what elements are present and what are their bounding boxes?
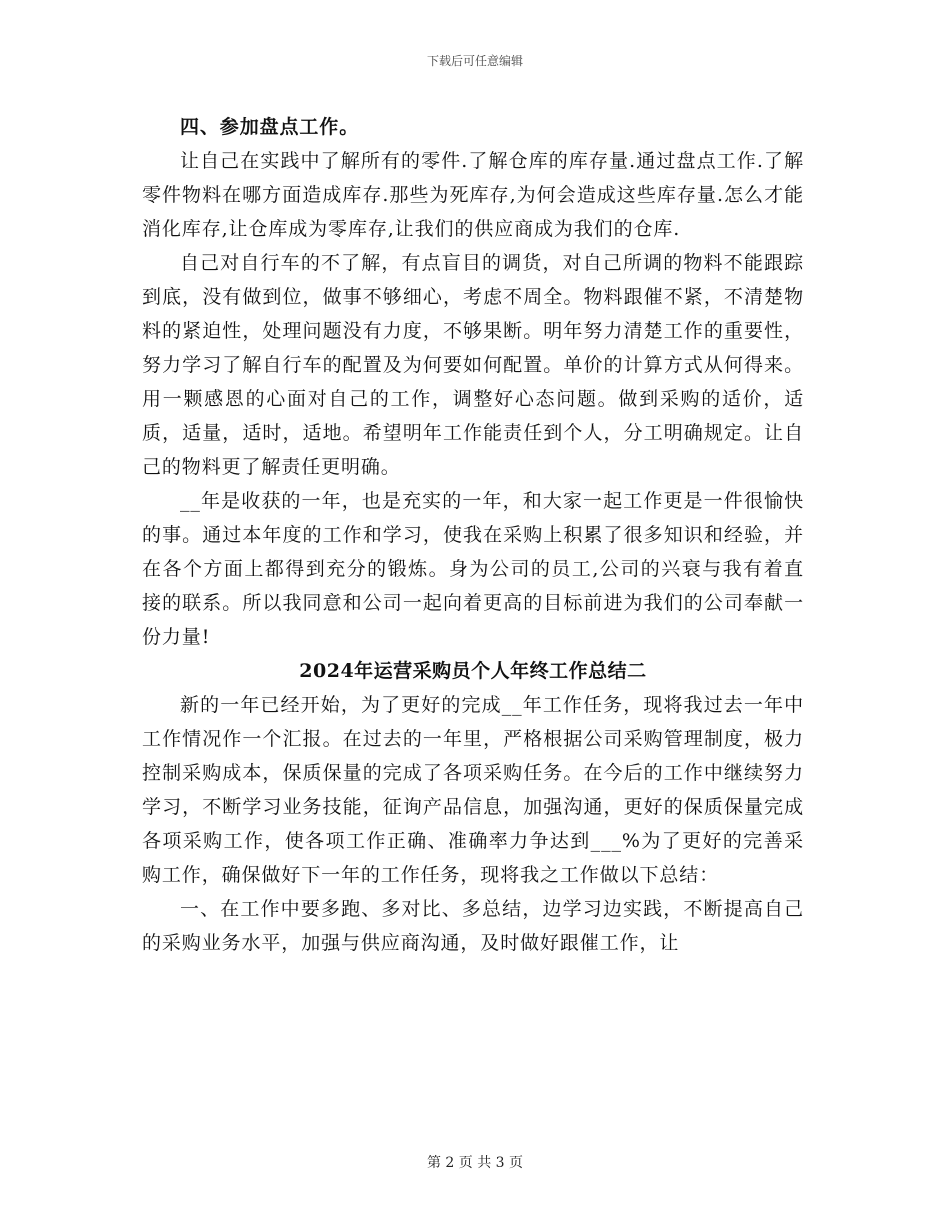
section-title: 2024年运营采购员个人年终工作总结二 — [299, 660, 647, 682]
page-header: 下载后可任意编辑 — [426, 54, 523, 68]
document-body — [142, 110, 804, 960]
paragraph: 一、在工作中要多跑、多对比、多总结，边学习边实践，不断提高自己的采购业务水平，加强与供应商沟通，及时做好跟催工作，让 — [142, 898, 804, 954]
paragraph: 自己对自行车的不了解，有点盲目的调货，对自己所调的物料不能跟踪到底，没有做到位，做事不够细心，考虑不周全。物料跟催不紧，不清楚物料的紧迫性，处理问题没有力度，不够果断。明年努力清楚工作的重要性，努力学习了解自行车的配置及为何要如何配置。单价的计算方式从何得来。用一颗感恩的心面对自己的工作，调整好心态问题。做到采购的适价，适质，适量，适时，适地。希望明年工作能责任到个人，分工明确规定。让自己的物料更了解责任更明确。 — [142, 252, 804, 478]
section-heading: 四、参加盘点工作。 — [180, 116, 360, 138]
paragraph: 让自己在实践中了解所有的零件.了解仓库的库存量.通过盘点工作.了解零件物料在哪方面造成库存.那些为死库存,为何会造成这些库存量.怎么才能消化库存,让仓库成为零库存,让我们的供应商成为我们的仓库. — [142, 150, 804, 240]
paragraph: 新的一年已经开始，为了更好的完成__年工作任务，现将我过去一年中工作情况作一个汇报。在过去的一年里，严格根据公司采购管理制度，极力控制采购成本，保质保量的完成了各项采购任务。在今后的工作中继续努力学习，不断学习业务技能，征询产品信息，加强沟通，更好的保质保量完成各项采购工作，使各项工作正确、准确率力争达到___%为了更好的完善采购工作，确保做好下一年的工作任务，现将我之工作做以下总结： — [142, 694, 804, 886]
paragraph: __年是收获的一年，也是充实的一年，和大家一起工作更是一件很愉快的事。通过本年度的工作和学习，使我在采购上积累了很多知识和经验，并在各个方面上都得到充分的锻炼。身为公司的员工,公司的兴衰与我有着直接的联系。所以我同意和公司一起向着更高的目标前进为我们的公司奉献一份力量! — [142, 490, 804, 648]
page-number: 第 2 页 共 3 页 — [426, 1155, 524, 1171]
